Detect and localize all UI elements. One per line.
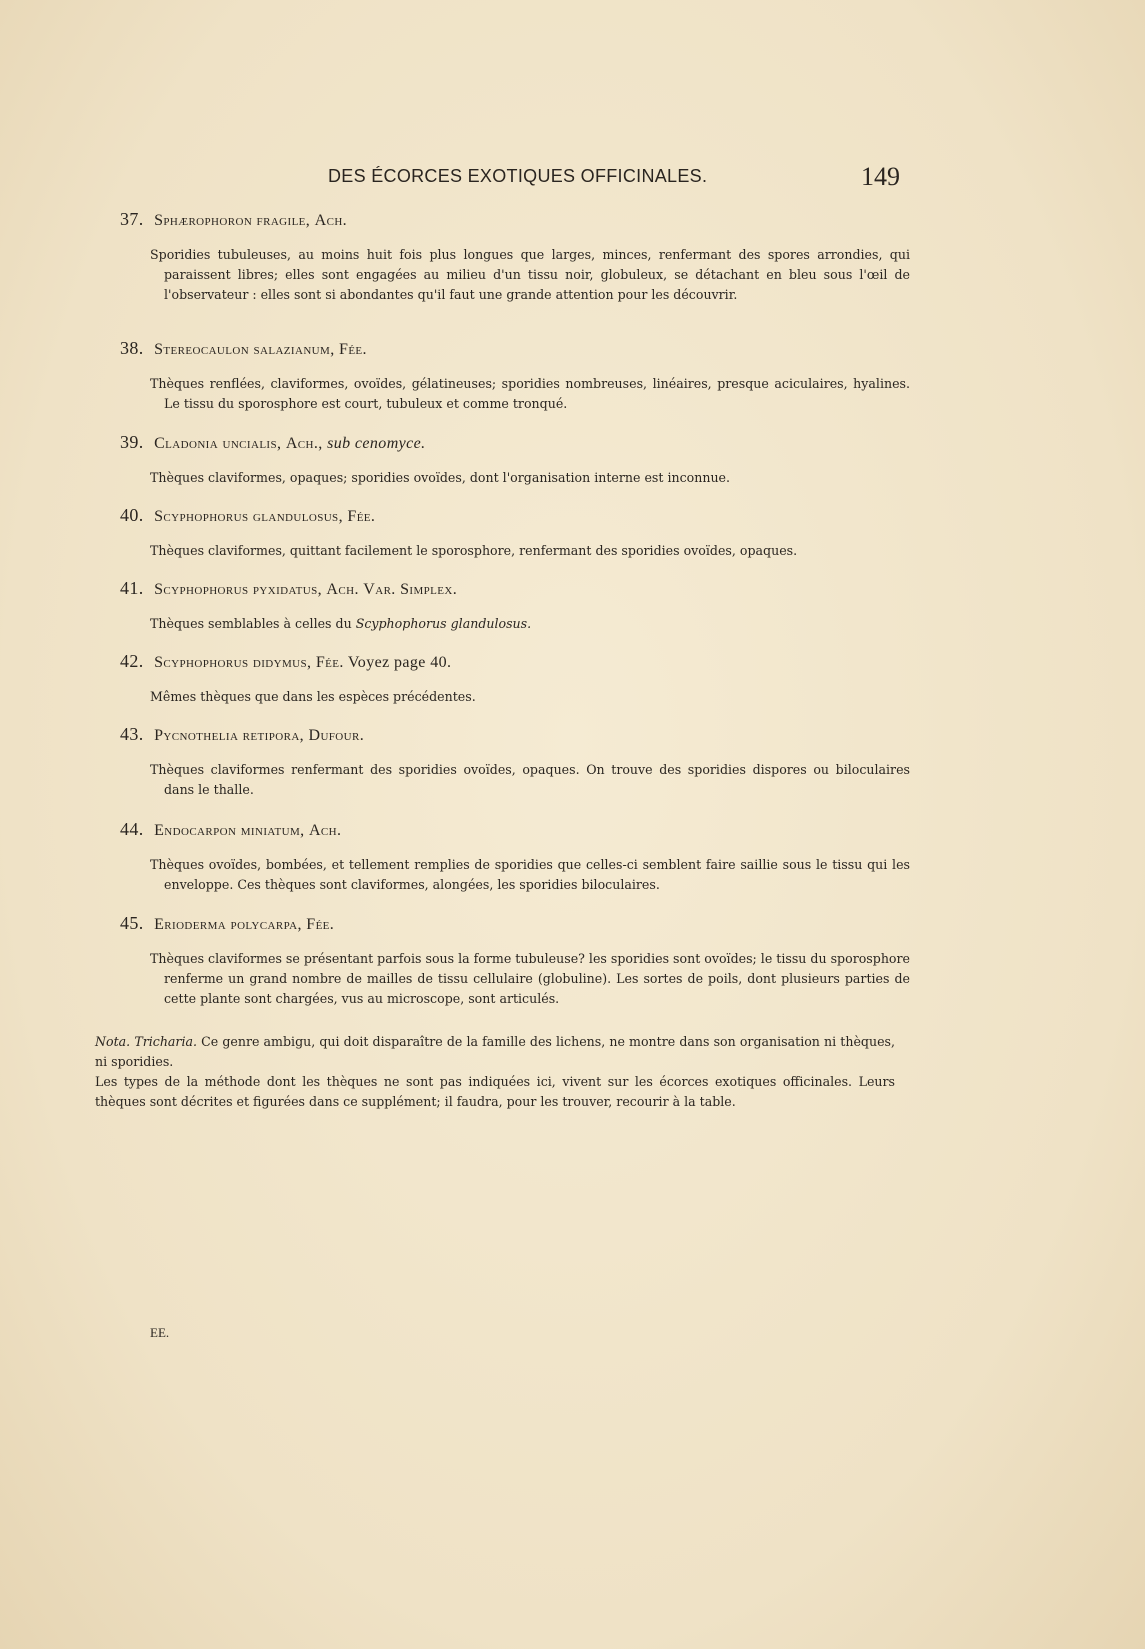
entry-description: Thèques claviformes renfermant des sporidies ovoïdes, opaques. On trouve des sporidies dispores ou biloculaires dans le thalle.: [150, 762, 910, 797]
species-name: Sphærophoron fragile,: [154, 212, 311, 229]
entry-description: Thèques ovoïdes, bombées, et tellement remplies de sporidies que celles-ci semblent faire saillie sous le tissu qui les enveloppe. Ces thèques sont claviformes, alongées, les sporidies biloculaires.: [150, 857, 910, 892]
species-name: Scyphophorus pyxidatus,: [154, 581, 323, 598]
page-number: 149: [861, 162, 900, 191]
description-species-reference: Scyphophorus glandulosus.: [355, 616, 532, 631]
nota-genus: Tricharia.: [134, 1034, 197, 1049]
entry-40: [120, 505, 900, 561]
species-name: Scyphophorus didymus,: [154, 654, 312, 671]
entry-number: 40.: [120, 505, 144, 525]
entry-number: 38.: [120, 338, 144, 358]
species-author: Ach.: [314, 212, 348, 229]
nota-paragraph: [95, 1032, 895, 1072]
entry-heading: [120, 338, 900, 360]
species-author: Ach.: [308, 822, 342, 839]
entry-37: [120, 209, 910, 305]
entry-39: [120, 432, 900, 488]
entry-description: Thèques claviformes, opaques; sporidies ovoïdes, dont l'organisation interne est inconnue.: [150, 470, 731, 485]
species-author: Dufour.: [308, 727, 365, 744]
entry-description: Thèques renflées, claviformes, ovoïdes, gélatineuses; sporidies nombreuses, linéaires, presque aciculaires, hyalines. Le tissu du sporosphore est court, tubuleux et comme tronqué.: [150, 376, 910, 411]
entry-description: Thèques claviformes se présentant parfois sous la forme tubuleuse? les sporidies sont ovoïdes; le tissu du sporosphore renferme un grand nombre de mailles de tissu cellulaire (globuline). Les sortes de poils, dont plusieurs parties de cette plante sont chargées, vus au microscope, sont articulés.: [150, 951, 910, 1006]
species-variety: Var. Simplex.: [363, 581, 458, 598]
running-head: [300, 164, 900, 192]
entry-43: [120, 724, 910, 800]
nota-section: [95, 1032, 895, 1112]
species-name: Endocarpon miniatum,: [154, 822, 305, 839]
entry-description: Sporidies tubuleuses, au moins huit fois plus longues que larges, minces, renfermant des spores arrondies, qui paraissent libres; elles sont engagées au milieu d'un tissu noir, globuleux, se détachant en bleu sous l'œil de l'observateur : elles sont si abondantes qu'il faut une grande attention pour les découvrir.: [150, 247, 910, 302]
entry-description: Thèques claviformes, quittant facilement le sporosphore, renfermant des sporidies ovoïdes, opaques.: [150, 543, 798, 558]
entry-heading: [120, 724, 900, 746]
entry-heading: [120, 432, 900, 454]
entry-number: 42.: [120, 651, 144, 671]
entry-heading: [120, 651, 900, 673]
species-name: Stereocaulon salazianum,: [154, 341, 335, 358]
entry-description: [150, 614, 896, 634]
entry-number: 37.: [120, 209, 144, 229]
entry-number: 39.: [120, 432, 144, 452]
nota-label: Nota.: [95, 1034, 131, 1049]
species-synonym: sub cenomyce.: [327, 435, 426, 452]
entry-41: [120, 578, 900, 634]
entry-heading: [120, 505, 900, 527]
entry-heading: [120, 913, 900, 935]
entry-heading: [120, 578, 900, 600]
species-author: Fée.: [315, 654, 344, 671]
description-text: Thèques semblables à celles du: [150, 616, 352, 631]
entry-number: 45.: [120, 913, 144, 933]
entry-number: 41.: [120, 578, 144, 598]
running-title: DES ÉCORCES EXOTIQUES OFFICINALES.: [328, 166, 708, 186]
species-author: Fée.: [347, 508, 376, 525]
page-reference: Voyez page 40.: [347, 654, 452, 671]
species-name: Cladonia uncialis,: [154, 435, 282, 452]
species-name: Pycnothelia retipora,: [154, 727, 305, 744]
entry-45: [120, 913, 910, 1009]
species-name: Scyphophorus glandulosus,: [154, 508, 343, 525]
species-author: Ach.: [326, 581, 359, 598]
nota-paragraph-2: Les types de la méthode dont les thèques ne sont pas indiquées ici, vivent sur les écorces exotiques officinales. Leurs thèques sont décrites et figurées dans ce supplément; il faudra, pour les trouver, recourir à la table.: [95, 1074, 895, 1109]
entry-38: [120, 338, 910, 414]
species-name: Eriodermа polycarpa,: [154, 916, 302, 933]
entry-heading: [120, 819, 900, 841]
entry-heading: [120, 209, 900, 231]
entry-42: [120, 651, 900, 707]
nota-text: Ce genre ambigu, qui doit disparaître de la famille des lichens, ne montre dans son organisation ni thèques, ni sporidies.: [95, 1034, 895, 1069]
printer-signature: EE.: [150, 1325, 170, 1340]
species-author: Fée.: [306, 916, 335, 933]
entry-number: 43.: [120, 724, 144, 744]
species-author: Fée.: [339, 341, 367, 358]
entry-description: Mêmes thèques que dans les espèces précédentes.: [150, 689, 476, 704]
entry-number: 44.: [120, 819, 144, 839]
species-author: Ach.,: [285, 435, 323, 452]
entry-44: [120, 819, 910, 895]
